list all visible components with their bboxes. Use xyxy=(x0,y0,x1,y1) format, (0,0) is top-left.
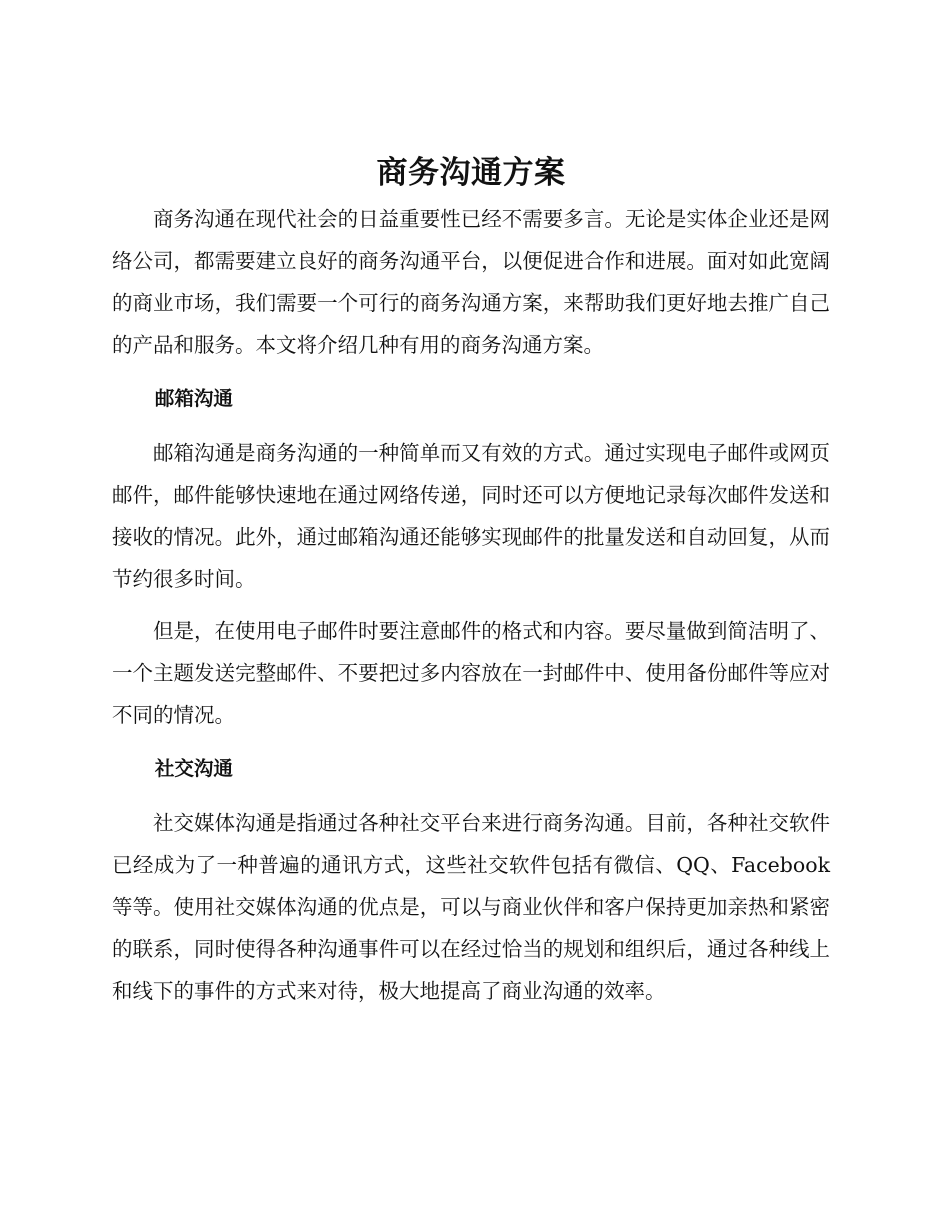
document-title: 商务沟通方案 xyxy=(376,155,566,191)
document-page xyxy=(112,148,830,1012)
email-paragraph-2: 但是，在使用电子邮件时要注意邮件的格式和内容。要尽量做到简洁明了、一个主题发送完整邮件、不要把过多内容放在一封邮件中、使用备份邮件等应对不同的情况。 xyxy=(112,619,830,727)
intro-paragraph: 商务沟通在现代社会的日益重要性已经不需要多言。无论是实体企业还是网络公司，都需要建立良好的商务沟通平台，以便促进合作和进展。面对如此宽阔的商业市场，我们需要一个可行的商务沟通方案，来帮助我们更好地去推广自己的产品和服务。本文将介绍几种有用的商务沟通方案。 xyxy=(112,207,830,357)
social-paragraph-1: 社交媒体沟通是指通过各种社交平台来进行商务沟通。目前，各种社交软件已经成为了一种普遍的通讯方式，这些社交软件包括有微信、QQ、Facebook 等等。使用社交媒体沟通的优点是，可以与商业伙伴和客户保持更加亲热和紧密的联系，同时使得各种沟通事件可以在经过恰当的规划和组织后，通过各种线上和线下的事件的方式来对待，极大地提高了商业沟通的效率。 xyxy=(112,811,830,1003)
section-heading-social: 社交沟通 xyxy=(154,757,233,780)
email-paragraph-1: 邮箱沟通是商务沟通的一种简单而又有效的方式。通过实现电子邮件或网页邮件，邮件能够快速地在通过网络传递，同时还可以方便地记录每次邮件发送和接收的情况。此外，通过邮箱沟通还能够实现邮件的批量发送和自动回复，从而节约很多时间。 xyxy=(112,441,830,591)
section-heading-email: 邮箱沟通 xyxy=(154,387,233,410)
